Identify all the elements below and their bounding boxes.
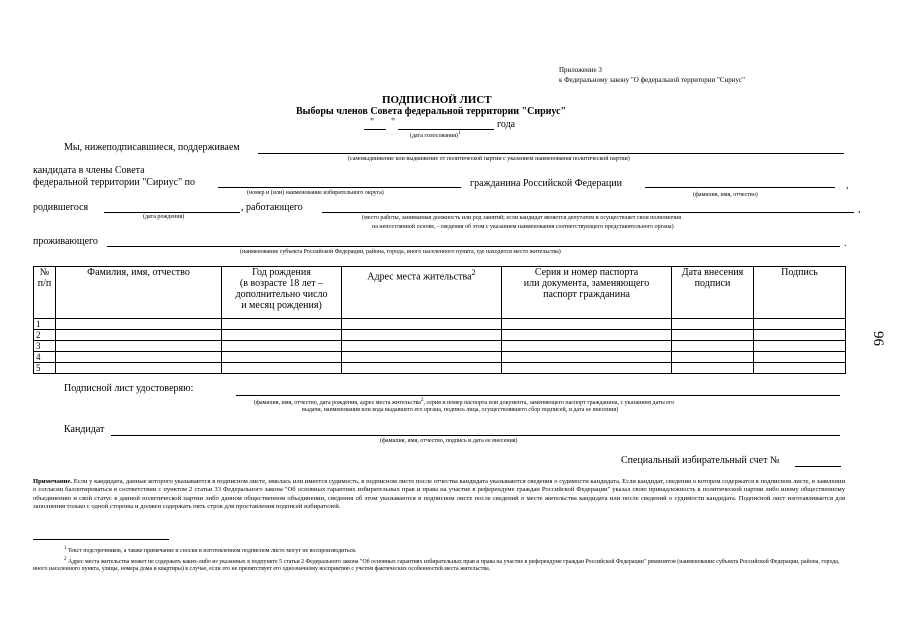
- page-title: ПОДПИСНОЙ ЛИСТ: [382, 94, 492, 106]
- table-row: [34, 341, 846, 352]
- date-day-field[interactable]: [364, 129, 386, 130]
- residence-caption: (наименование субъекта Российской Федерации, района, города, иного населенного пункта, где находится место жительства): [240, 249, 561, 255]
- cell-name[interactable]: [56, 341, 222, 352]
- footnote-1: $^1$ Текст подстрочников, а также примечание и сноски в изготовленном подписном листе могут не воспроизводиться.: [64, 546, 357, 554]
- cell-date[interactable]: [672, 330, 754, 341]
- row-number: 3: [34, 341, 56, 352]
- date-year-word: года: [497, 119, 516, 130]
- col-birth-year: Год рождения (в возрасте 18 лет – дополнительно число и месяц рождения): [222, 267, 342, 319]
- footnote-ref-2: 2: [471, 268, 476, 277]
- cell-signature[interactable]: [754, 319, 846, 330]
- cell-name[interactable]: [56, 352, 222, 363]
- certify-label: Подписной лист удостоверяю:: [64, 383, 194, 394]
- col-full-name: Фамилия, имя, отчество: [56, 267, 222, 319]
- candidate-sign-caption: (фамилия, имя, отчество, подпись и дата ее внесения): [380, 438, 518, 444]
- page-subtitle: Выборы членов Совета федеральной территории "Сириус": [296, 106, 567, 117]
- candidate-name-caption: (фамилия, имя, отчество): [693, 192, 758, 198]
- row-number: 1: [34, 319, 56, 330]
- support-lead: Мы, нижеподписавшиеся, поддерживаем: [64, 142, 240, 153]
- cell-birth[interactable]: [222, 341, 342, 352]
- cell-birth[interactable]: [222, 319, 342, 330]
- candidate-line2: федеральной территории "Сириус" по: [33, 177, 196, 188]
- signature-table: [33, 266, 846, 374]
- workplace-caption-1: (место работы, занимаемая должность или род занятий; если кандидат является депутатом и осуществляет свои полномочия: [362, 215, 682, 221]
- cell-passport[interactable]: [502, 330, 672, 341]
- candidate-line1: кандидата в члены Совета: [33, 165, 145, 176]
- cell-date[interactable]: [672, 352, 754, 363]
- date-caption: (дата голосования)$^1$: [410, 131, 461, 139]
- cell-address[interactable]: [342, 319, 502, 330]
- row-number: 5: [34, 363, 56, 374]
- cell-passport[interactable]: [502, 341, 672, 352]
- special-account-field[interactable]: [795, 466, 841, 467]
- cell-passport[interactable]: [502, 319, 672, 330]
- candidate-sign-field[interactable]: [111, 435, 840, 436]
- row-number: 2: [34, 330, 56, 341]
- nomination-caption: (самовыдвижение или выдвижение от политической партии с указанием наименования политической партии): [348, 156, 630, 162]
- cell-name[interactable]: [56, 330, 222, 341]
- note-paragraph: Примечание. Если у кандидата, данные которого указываются в подписном листе, имелась или имеется судимость, в подписном листе после отчества кандидата указываются сведения о судимости кандидата. Если кандидат, сведения о котором содержатся в подписном листе, в заявлении о согласии баллотироваться в соответствии с пунктом 2 статьи 33 Федерального закона "Об основных гарантиях избирательных прав и права на участие в референдуме граждан Российской Федерации" указал свою принадлежность к политической партии либо иному общественному объединению и свой статус в данной политической партии либо данном общественном объединении, сведения об этом указываются в подписном листе после сведений о месте жительства кандидата или после сведений о судимости кандидата. Подписной лист изготавливается для заполнения только с одной стороны и должен содержать пять строк для проставления подписей избирателей.: [33, 478, 845, 511]
- cell-birth[interactable]: [222, 363, 342, 374]
- cell-address[interactable]: [342, 352, 502, 363]
- candidate-name-field[interactable]: [645, 187, 835, 188]
- cell-address[interactable]: [342, 341, 502, 352]
- appendix-law: к Федеральному закону "О федеральной территории "Сириус": [559, 76, 746, 84]
- col-signature: Подпись: [754, 267, 846, 319]
- candidate-comma: ,: [846, 180, 849, 191]
- workplace-caption-2: на непостоянной основе, - сведения об этом с указанием наименования соответствующего представительного органа): [372, 224, 674, 230]
- footnote-ref-1: 1: [458, 131, 461, 136]
- residing-label: проживающего: [33, 236, 98, 247]
- cell-address[interactable]: [342, 363, 502, 374]
- certify-caption-2: выдачи, наименования или кода выдавшего его органа, подпись лица, осуществлявшего сбор подписей, и дата ее внесения): [302, 407, 619, 413]
- cell-signature[interactable]: [754, 363, 846, 374]
- workplace-comma: ,: [858, 204, 861, 215]
- workplace-field[interactable]: [322, 212, 854, 213]
- residence-dot: .: [844, 238, 847, 249]
- date-close-quote: ": [391, 117, 396, 128]
- table-row: [34, 319, 846, 330]
- born-label: родившегося: [33, 202, 89, 213]
- district-caption: (номер и (или) наименование избирательного округа): [247, 190, 384, 196]
- cell-name[interactable]: [56, 319, 222, 330]
- table-row: [34, 363, 846, 374]
- district-field[interactable]: [218, 187, 461, 188]
- col-passport: Серия и номер паспорта или документа, заменяющего паспорт гражданина: [502, 267, 672, 319]
- cell-birth[interactable]: [222, 330, 342, 341]
- date-open-quote: ": [370, 117, 375, 128]
- col-number: № п/п: [34, 267, 56, 319]
- cell-date[interactable]: [672, 319, 754, 330]
- col-address: Адрес места жительства$^2$: [342, 267, 502, 319]
- cell-signature[interactable]: [754, 341, 846, 352]
- birth-date-caption: (дата рождения): [143, 214, 185, 220]
- working-label: , работающего: [241, 202, 303, 213]
- appendix-label: Приложение 3: [559, 66, 602, 74]
- cell-date[interactable]: [672, 341, 754, 352]
- cell-passport[interactable]: [502, 363, 672, 374]
- cell-date[interactable]: [672, 363, 754, 374]
- table-row: [34, 330, 846, 341]
- candidate-sign-label: Кандидат: [64, 424, 105, 435]
- residence-field[interactable]: [107, 246, 840, 247]
- special-account-label: Специальный избирательный счет №: [621, 455, 780, 466]
- cell-passport[interactable]: [502, 352, 672, 363]
- date-month-field[interactable]: [398, 129, 494, 130]
- row-number: 4: [34, 352, 56, 363]
- footnote-2: $^2$ Адрес места жительства может не содержать каких-либо из указанных в подпункте 5 статьи 2 Федерального закона "Об основных гарантиях избирательных прав и права на участие в референдуме граждан Российской Федерации" реквизитов (наименование субъекта Российской Федерации, района, города, иного населенного пункта, улицы, номера дома и квартиры) в случае, если это не препятствует его однозначному восприятию с учетом фактических особенностей места жительства.: [33, 557, 840, 573]
- footnote-separator: [33, 539, 169, 540]
- birth-date-field[interactable]: [104, 212, 240, 213]
- certify-caption-1: (фамилия, имя, отчество, дата рождения, адрес места жительства$^2$, серия и номер паспорта или документа, заменяющего паспорт гражданина, с указанием даты его: [254, 398, 675, 406]
- cell-signature[interactable]: [754, 330, 846, 341]
- cell-birth[interactable]: [222, 352, 342, 363]
- page-number: 96: [870, 331, 886, 346]
- cell-address[interactable]: [342, 330, 502, 341]
- cell-name[interactable]: [56, 363, 222, 374]
- table-row: [34, 352, 846, 363]
- certify-field[interactable]: [236, 395, 840, 396]
- citizen-label: гражданина Российской Федерации: [470, 178, 622, 189]
- nomination-field[interactable]: [258, 153, 844, 154]
- col-sign-date: Дата внесения подписи: [672, 267, 754, 319]
- cell-signature[interactable]: [754, 352, 846, 363]
